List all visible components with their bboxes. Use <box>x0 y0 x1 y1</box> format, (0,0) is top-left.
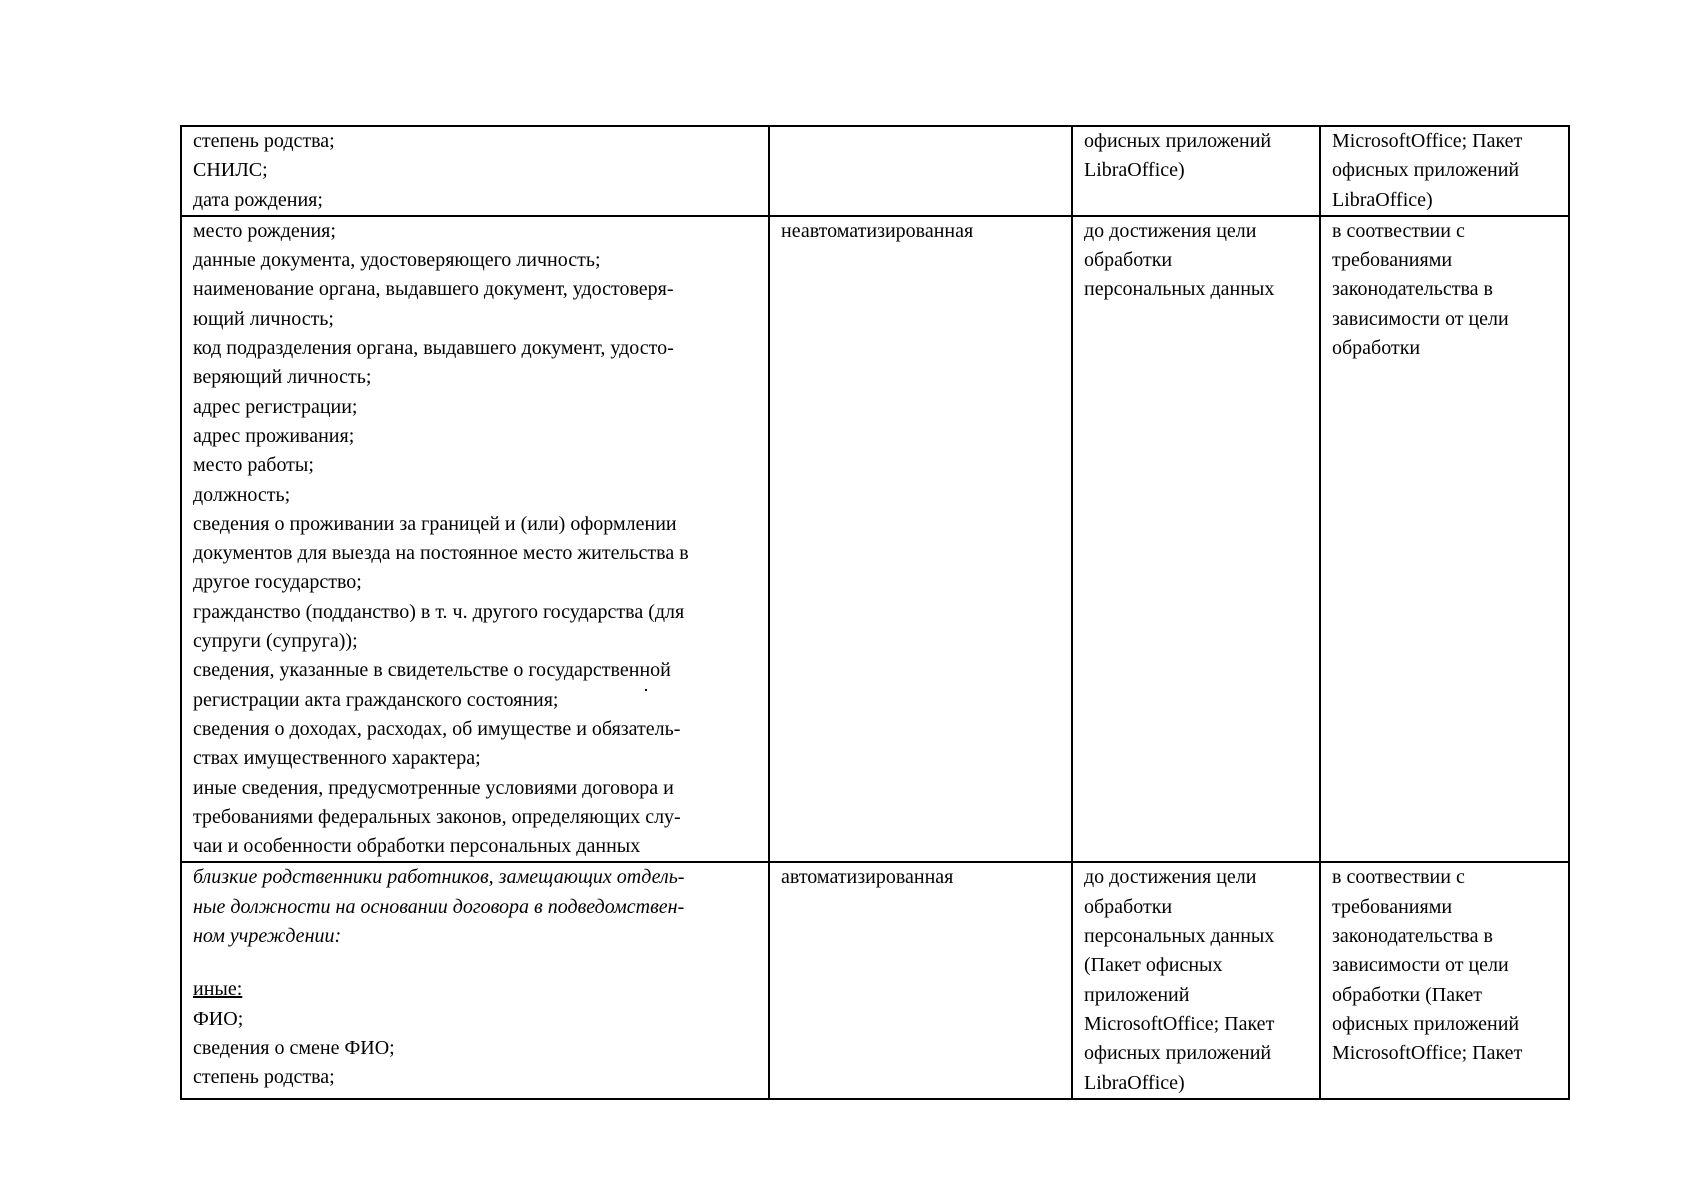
text-line: код подразделения органа, выдавшего документ, удосто- <box>193 337 674 360</box>
text-line: зависимости от цели <box>1332 307 1509 330</box>
text-line: офисных приложений <box>1332 159 1520 182</box>
destruction-cell <box>1320 862 1569 1098</box>
text-line: должность; <box>193 483 291 506</box>
text-line: в соотвествии с <box>1332 219 1465 242</box>
text-line: офисных приложений <box>1084 1042 1272 1065</box>
text-line: требованиями <box>1332 249 1453 272</box>
text-line: (Пакет офисных <box>1084 954 1223 977</box>
processing-method-cell <box>769 862 1072 1098</box>
destruction-cell <box>1320 126 1569 216</box>
text-line: до достижения цели <box>1084 866 1257 889</box>
text-line: адрес проживания; <box>193 424 355 447</box>
text-line: иные сведения, предусмотренные условиями договора и <box>193 776 674 799</box>
personal-data-table <box>180 125 1570 1100</box>
data-list <box>193 1005 758 1093</box>
text-line: ющий личность; <box>193 307 334 330</box>
text-line: СНИЛС; <box>193 159 268 182</box>
text-line: сведения о проживании за границей и (или) оформлении <box>193 512 677 535</box>
text-line: LibraOffice) <box>1084 159 1185 182</box>
text-line: законодательства в <box>1332 925 1493 948</box>
storage-period-cell <box>1072 862 1320 1098</box>
data-categories-cell <box>181 862 769 1098</box>
text-line: регистрации акта гражданского состояния; <box>193 688 559 711</box>
text-line: ФИО; <box>193 1007 244 1030</box>
text-line: ные должности на основании договора в подведомствен- <box>193 895 685 918</box>
text-line: ном учреждении: <box>193 925 342 948</box>
text-line: сведения о смене ФИО; <box>193 1036 395 1059</box>
text-line: MicrosoftOffice; Пакет <box>1332 1042 1523 1065</box>
text-line: обработки (Пакет <box>1332 983 1482 1006</box>
text-line: веряющий личность; <box>193 366 372 389</box>
text-line: до достижения цели <box>1084 219 1257 242</box>
text-line: сведения о доходах, расходах, об имуществе и обязатель- <box>193 717 681 740</box>
data-categories-cell <box>181 216 769 863</box>
text-line: MicrosoftOffice; Пакет <box>1084 1012 1275 1035</box>
table-row <box>181 126 1569 216</box>
data-categories-cell <box>181 126 769 216</box>
text-line: требованиями <box>1332 895 1453 918</box>
text-line: автоматизированная <box>781 866 954 889</box>
text-line: адрес регистрации; <box>193 395 358 418</box>
text-line: законодательства в <box>1332 278 1493 301</box>
processing-method-cell <box>769 216 1072 863</box>
text-line: LibraOffice) <box>1084 1071 1185 1094</box>
processing-method-cell <box>769 126 1072 216</box>
text-line: сведения, указанные в свидетельстве о государственной <box>193 659 671 682</box>
text-line: зависимости от цели <box>1332 954 1509 977</box>
subject-category <box>193 863 758 951</box>
text-line: персональных данных <box>1084 925 1275 948</box>
text-line: ствах имущественного характера; <box>193 747 481 770</box>
text-line: обработки <box>1332 337 1421 360</box>
text-line: чаи и особенности обработки персональных данных <box>193 835 641 858</box>
text-line: наименование органа, выдавшего документ, удостоверя- <box>193 278 674 301</box>
table-row <box>181 216 1569 863</box>
text-line: степень родства; <box>193 130 335 152</box>
text-line: место работы; <box>193 454 314 477</box>
text-line: близкие родственники работников, замещающих отдель- <box>193 866 685 889</box>
text-line: обработки <box>1084 249 1173 272</box>
text-line: место рождения; <box>193 219 336 242</box>
text-line: MicrosoftOffice; Пакет <box>1332 130 1523 152</box>
other-label: иные: <box>193 978 243 1001</box>
text-line: обработки <box>1084 895 1173 918</box>
destruction-cell <box>1320 216 1569 863</box>
text-line: дата рождения; <box>193 188 323 211</box>
table-row <box>181 862 1569 1098</box>
text-line: LibraOffice) <box>1332 188 1433 211</box>
text-line: приложений <box>1084 983 1190 1006</box>
text-line: офисных приложений <box>1332 1012 1520 1035</box>
text-line: супруги (супруга)); <box>193 630 358 653</box>
text-line: неавтоматизированная <box>781 219 974 242</box>
stray-mark <box>645 689 647 691</box>
text-line: персональных данных <box>1084 278 1275 301</box>
storage-period-cell <box>1072 126 1320 216</box>
text-line: степень родства; <box>193 1066 335 1089</box>
text-line: требованиями федеральных законов, определяющих слу- <box>193 805 681 828</box>
text-line: в соотвествии с <box>1332 866 1465 889</box>
text-line: другое государство; <box>193 571 362 594</box>
text-line: офисных приложений <box>1084 130 1272 152</box>
text-line: гражданство (подданство) в т. ч. другого государства (для <box>193 600 685 623</box>
text-line: данные документа, удостоверяющего личность; <box>193 249 601 272</box>
storage-period-cell <box>1072 216 1320 863</box>
text-line: документов для выезда на постоянное место жительства в <box>193 542 689 565</box>
